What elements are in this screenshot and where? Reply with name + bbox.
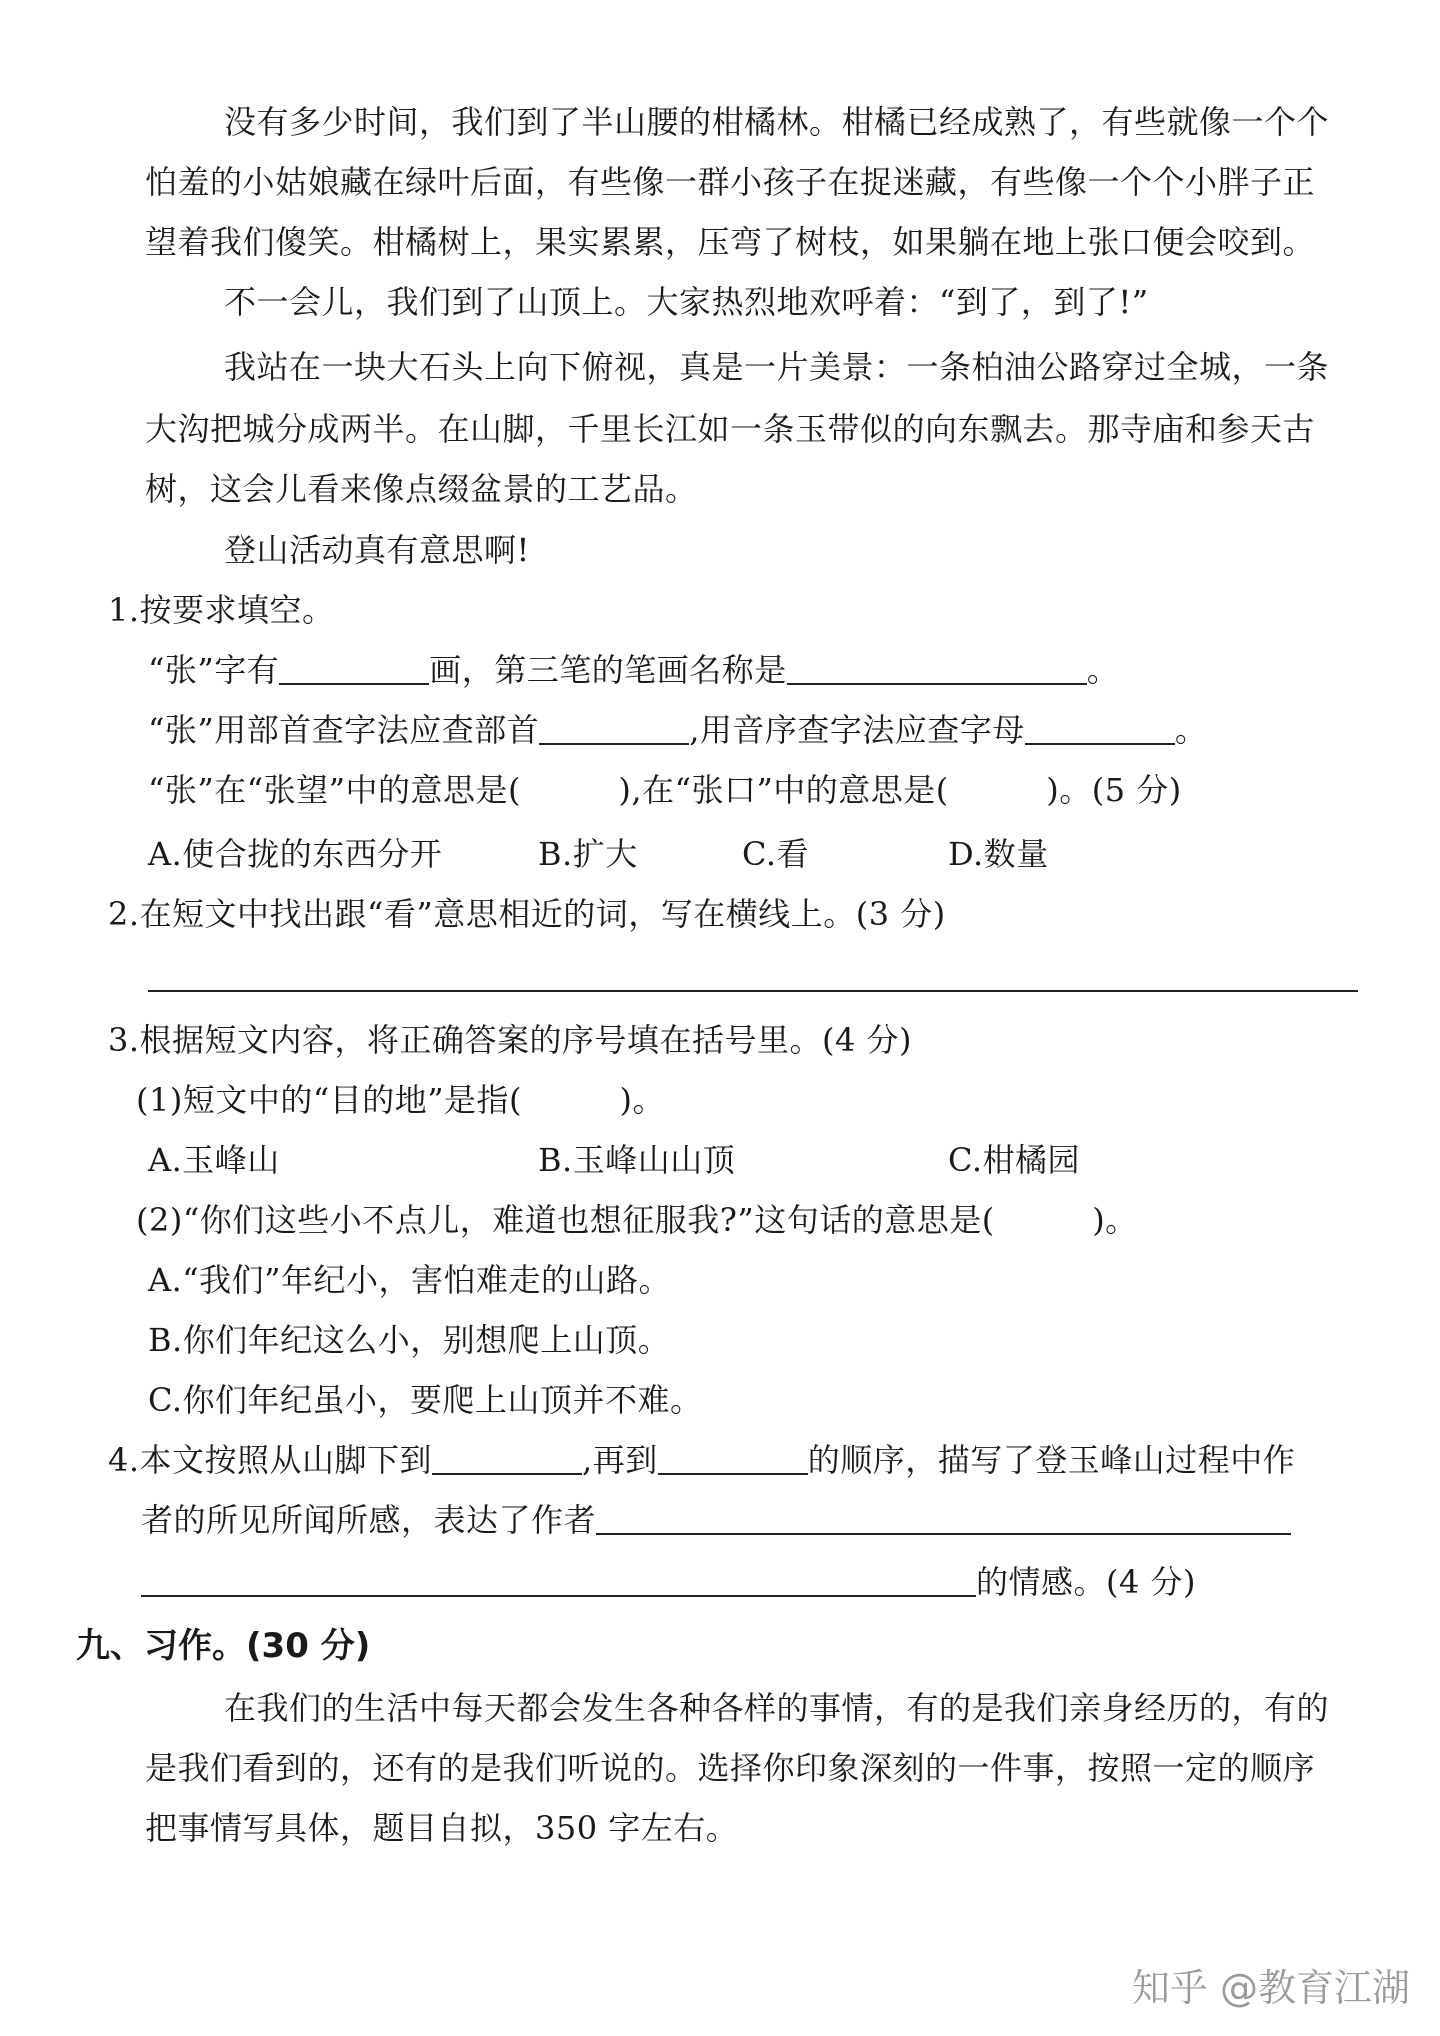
question-1-title: 1.按要求填空。 — [108, 591, 335, 629]
option-c: C.柑橘园 — [948, 1141, 1081, 1179]
q4-text: ,再到 — [582, 1441, 658, 1479]
passage-line: 没有多少时间，我们到了半山腰的柑橘林。柑橘已经成熟了，有些就像一个个 — [224, 103, 1330, 141]
q4-text: 的顺序，描写了登玉峰山过程中作 — [807, 1441, 1296, 1479]
question-1-line-3: “张”在“张望”中的意思是( ),在“张口”中的意思是( )。(5 分) — [148, 771, 1182, 809]
q1-text: 。 — [1086, 651, 1120, 689]
option-b: B.你们年纪这么小，别想爬上山顶。 — [148, 1321, 671, 1359]
writing-prompt-line: 是我们看到的，还有的是我们听说的。选择你印象深刻的一件事，按照一定的顺序 — [145, 1749, 1316, 1787]
stroke-count-blank[interactable] — [279, 653, 429, 685]
radical-blank[interactable] — [539, 713, 689, 745]
watermark: 知乎 @教育江湖 — [1131, 1966, 1410, 2010]
feeling-blank-continued[interactable] — [141, 1565, 976, 1597]
passage-line: 树，这会儿看来像点缀盆景的工艺品。 — [145, 470, 698, 508]
passage-line: 大沟把城分成两半。在山脚，千里长江如一条玉带似的向东飘去。那寺庙和参天古 — [145, 410, 1316, 448]
option-c: C.看 — [742, 835, 810, 873]
q1-text: “张”字有 — [148, 651, 280, 689]
route-blank-2[interactable] — [658, 1443, 808, 1475]
q4-text: 的情感。(4 分) — [976, 1563, 1197, 1601]
question-3-sub-2: (2)“你们这些小不点儿，难道也想征服我?”这句话的意思是( )。 — [136, 1201, 1138, 1239]
q1-text: “张”用部首查字法应查部首 — [148, 711, 540, 749]
section-9-title: 九、习作。(30 分) — [76, 1626, 371, 1666]
question-4-line-1 — [108, 1440, 1295, 1480]
option-a: A.使合拢的东西分开 — [148, 835, 443, 873]
passage-line: 我站在一块大石头上向下俯视，真是一片美景：一条柏油公路穿过全城，一条 — [224, 348, 1330, 386]
writing-prompt-line: 把事情写具体，题目自拟，350 字左右。 — [145, 1809, 739, 1847]
option-b: B.扩大 — [538, 835, 638, 873]
passage-line: 望着我们傻笑。柑橘树上，果实累累，压弯了树枝，如果躺在地上张口便会咬到。 — [145, 223, 1316, 261]
question-4-line-2 — [141, 1500, 1291, 1540]
question-2-title: 2.在短文中找出跟“看”意思相近的词，写在横线上。(3 分) — [108, 895, 946, 933]
feeling-blank[interactable] — [596, 1503, 1291, 1535]
q1-text: 。 — [1174, 711, 1208, 749]
option-a: A.“我们”年纪小，害怕难走的山路。 — [148, 1261, 672, 1299]
passage-line: 怕羞的小姑娘藏在绿叶后面，有些像一群小孩子在捉迷藏，有些像一个个小胖子正 — [145, 163, 1316, 201]
question-4-line-3 — [141, 1562, 1196, 1602]
writing-prompt-line: 在我们的生活中每天都会发生各种各样的事情，有的是我们亲身经历的，有的 — [224, 1689, 1330, 1727]
option-b: B.玉峰山山顶 — [538, 1141, 736, 1179]
pinyin-letter-blank[interactable] — [1025, 713, 1175, 745]
q1-text: ,用音序查字法应查字母 — [689, 711, 1025, 749]
question-3-sub-1: (1)短文中的“目的地”是指( )。 — [136, 1081, 666, 1119]
question-1-line-2 — [148, 710, 1207, 750]
answer-line[interactable] — [148, 990, 1358, 992]
route-blank-1[interactable] — [432, 1443, 582, 1475]
passage-line: 登山活动真有意思啊! — [224, 531, 530, 569]
option-c: C.你们年纪虽小，要爬上山顶并不难。 — [148, 1381, 703, 1419]
option-d: D.数量 — [948, 835, 1049, 873]
third-stroke-name-blank[interactable] — [787, 653, 1087, 685]
question-1-line-1 — [148, 650, 1119, 690]
q4-text: 者的所见所闻所感，表达了作者 — [141, 1501, 597, 1539]
passage-line: 不一会儿，我们到了山顶上。大家热烈地欢呼着：“到了，到了!” — [224, 283, 1149, 321]
q1-text: 画，第三笔的笔画名称是 — [429, 651, 787, 689]
question-3-title: 3.根据短文内容，将正确答案的序号填在括号里。(4 分) — [108, 1021, 913, 1059]
option-a: A.玉峰山 — [148, 1141, 280, 1179]
q4-text: 4.本文按照从山脚下到 — [108, 1441, 433, 1479]
